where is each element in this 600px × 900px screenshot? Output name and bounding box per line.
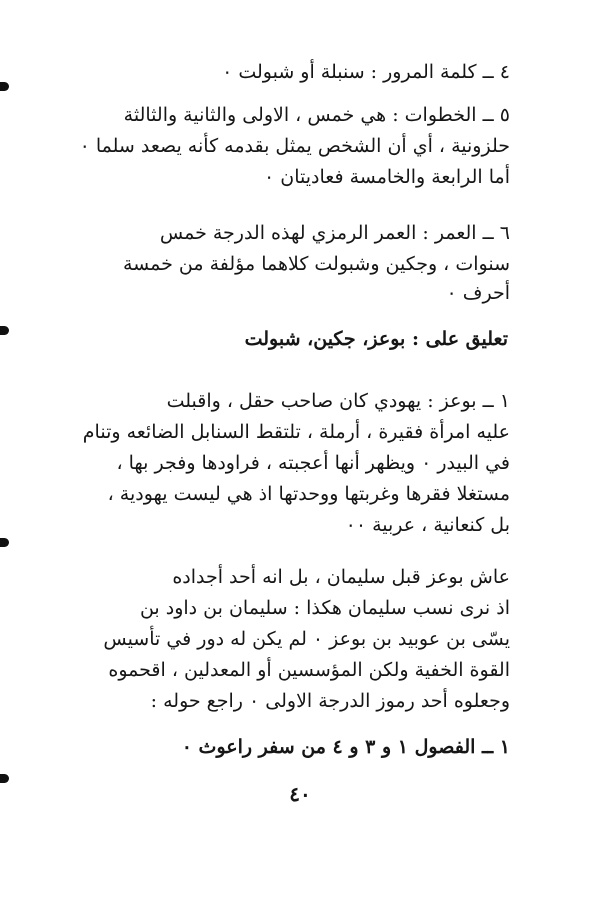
- text-line-18: وجعلوه أحد رموز الدرجة الاولى ٠ راجع حوله :: [150, 690, 510, 712]
- page-number: ٤٠: [289, 782, 311, 806]
- text-line-9: ١ ــ بوعز : يهودي كان صاحب حقل ، واقبلت: [166, 390, 510, 412]
- text-line-19: ١ ــ الفصول ١ و ٣ و ٤ من سفر راعوث ٠: [181, 736, 510, 758]
- text-line-12: مستغلا فقرها وغربتها ووحدتها اذ هي ليست يهودية ،: [107, 483, 510, 505]
- text-line-6: سنوات ، وجكين وشبولت كلاهما مؤلفة من خمسة: [122, 253, 510, 275]
- text-line-2: ٥ ــ الخطوات : هي خمس ، الاولى والثانية والثالثة: [123, 104, 510, 126]
- text-line-10: عليه امرأة فقيرة ، أرملة ، تلتقط السنابل الضائعه وتنام: [82, 421, 510, 443]
- binding-mark: [0, 326, 9, 335]
- text-line-13: بل كنعانية ، عربية ٠٠: [345, 514, 510, 536]
- binding-mark: [0, 538, 9, 547]
- text-line-4: أما الرابعة والخامسة فعاديتان ٠: [264, 166, 510, 188]
- text-line-7: أحرف ٠: [446, 282, 510, 304]
- text-line-11: في البيدر ٠ ويظهر أنها أعجبته ، فراودها وفجر بها ،: [116, 452, 510, 474]
- text-line-15: اذ نرى نسب سليمان هكذا : سليمان بن داود بن: [139, 597, 510, 619]
- binding-mark: [0, 82, 9, 91]
- text-line-5: ٦ ــ العمر : العمر الرمزي لهذه الدرجة خمس: [159, 222, 510, 244]
- binding-mark: [0, 774, 9, 783]
- text-line-1: ٤ ــ كلمة المرور : سنبلة أو شبولت ٠: [222, 61, 510, 83]
- text-line-16: يسّى بن عوبيد بن بوعز ٠ لم يكن له دور في تأسيس: [103, 628, 510, 650]
- section-heading: تعليق على : بوعز، جكين، شبولت: [244, 328, 508, 350]
- text-line-3: حلزونية ، أي أن الشخص يمثل بقدمه كأنه يصعد سلما ٠: [80, 135, 510, 157]
- text-line-17: القوة الخفية ولكن المؤسسين أو المعدلين ، اقحموه: [108, 659, 510, 681]
- text-line-14: عاش بوعز قبل سليمان ، بل انه أحد أجداده: [172, 566, 510, 588]
